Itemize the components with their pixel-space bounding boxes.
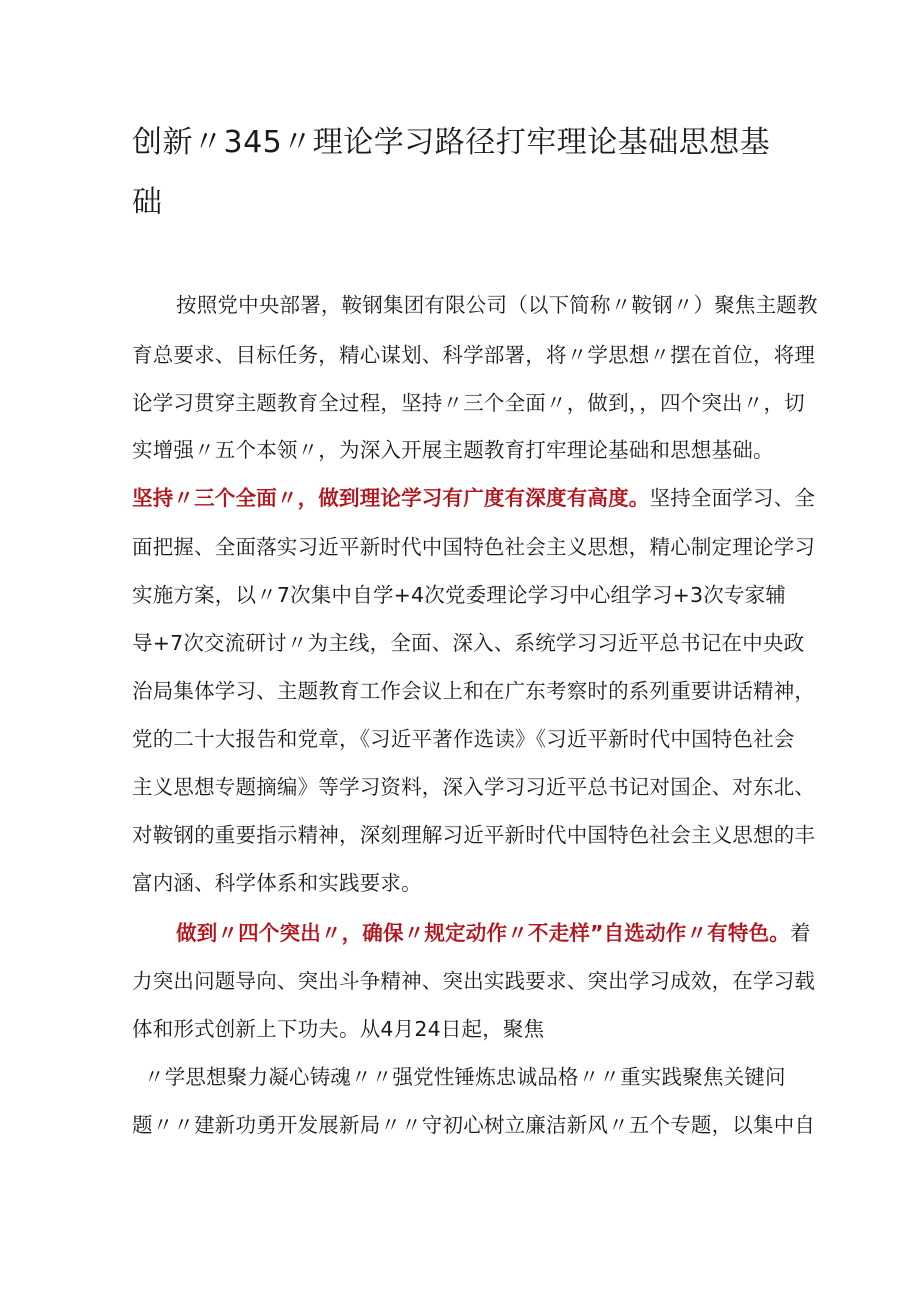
section-1-line: 治局集体学习、主题教育工作会议上和在广东考察时的系列重要讲话精神， bbox=[132, 679, 816, 703]
section-2-lead-text: 着 bbox=[789, 921, 811, 945]
section-2-first-line bbox=[176, 918, 811, 948]
section-1-line: 导+7次交流研讨〃为主线，全面、深入、系统学习习近平总书记在中央政 bbox=[132, 631, 805, 655]
section-1-line: 主义思想专题摘编》等学习资料，深入学习习近平总书记对国企、对东北、 bbox=[132, 775, 816, 799]
intro-line: 育总要求、目标任务，精心谋划、科学部署，将〃学思想〃摆在首位，将理 bbox=[132, 343, 816, 367]
section-1-line: 党的二十大报告和党章，《习近平著作选读》《习近平新时代中国特色社会 bbox=[132, 727, 795, 751]
section-1-lead-text: 坚持全面学习、全 bbox=[649, 486, 816, 510]
intro-line: 实增强〃五个本领〃，为深入开展主题教育打牢理论基础和思想基础。 bbox=[132, 438, 774, 462]
section-1-line: 实施方案，以〃7次集中自学+4次党委理论学习中心组学习+3次专家辅 bbox=[132, 583, 787, 607]
section-1-line: 对鞍钢的重要指示精神，深刻理解习近平新时代中国特色社会主义思想的丰 bbox=[132, 823, 816, 847]
section-1-line: 富内涵、科学体系和实践要求。 bbox=[132, 871, 422, 895]
section-2-line: 体和形式创新上下功夫。从4月24日起，聚焦 bbox=[132, 1017, 545, 1041]
intro-line: 论学习贯穿主题教育全过程，坚持〃三个全面〃，做到，，四个突出〃，切 bbox=[132, 391, 805, 415]
section-2-line: 〃学思想聚力凝心铸魂〃〃强党性锤炼忠诚品格〃〃重实践聚焦关键问 bbox=[144, 1065, 786, 1089]
intro-line: 按照党中央部署，鞍钢集团有限公司（以下简称〃鞍钢〃）聚焦主题教 bbox=[176, 293, 818, 317]
section-2-line: 力突出问题导向、突出斗争精神、突出实践要求、突出学习成效，在学习载 bbox=[132, 969, 816, 993]
document-title-line-1: 创新〃345〃理论学习路径打牢理论基础思想基 bbox=[132, 125, 771, 160]
document-title-line-2: 础 bbox=[132, 185, 163, 220]
section-1-first-line bbox=[132, 483, 815, 513]
section-2-heading: 做到〃四个突出〃，确保〃规定动作〃不走样”自选动作〃有特色。 bbox=[176, 921, 790, 945]
section-1-heading: 坚持〃三个全面〃，做到理论学习有广度有深度有高度。 bbox=[132, 486, 650, 510]
section-1-line: 面把握、全面落实习近平新时代中国特色社会主义思想，精心制定理论学习 bbox=[132, 535, 816, 559]
section-2-line: 题〃〃建新功勇开发展新局〃〃守初心树立廉洁新风〃五个专题，以集中自 bbox=[132, 1113, 816, 1137]
